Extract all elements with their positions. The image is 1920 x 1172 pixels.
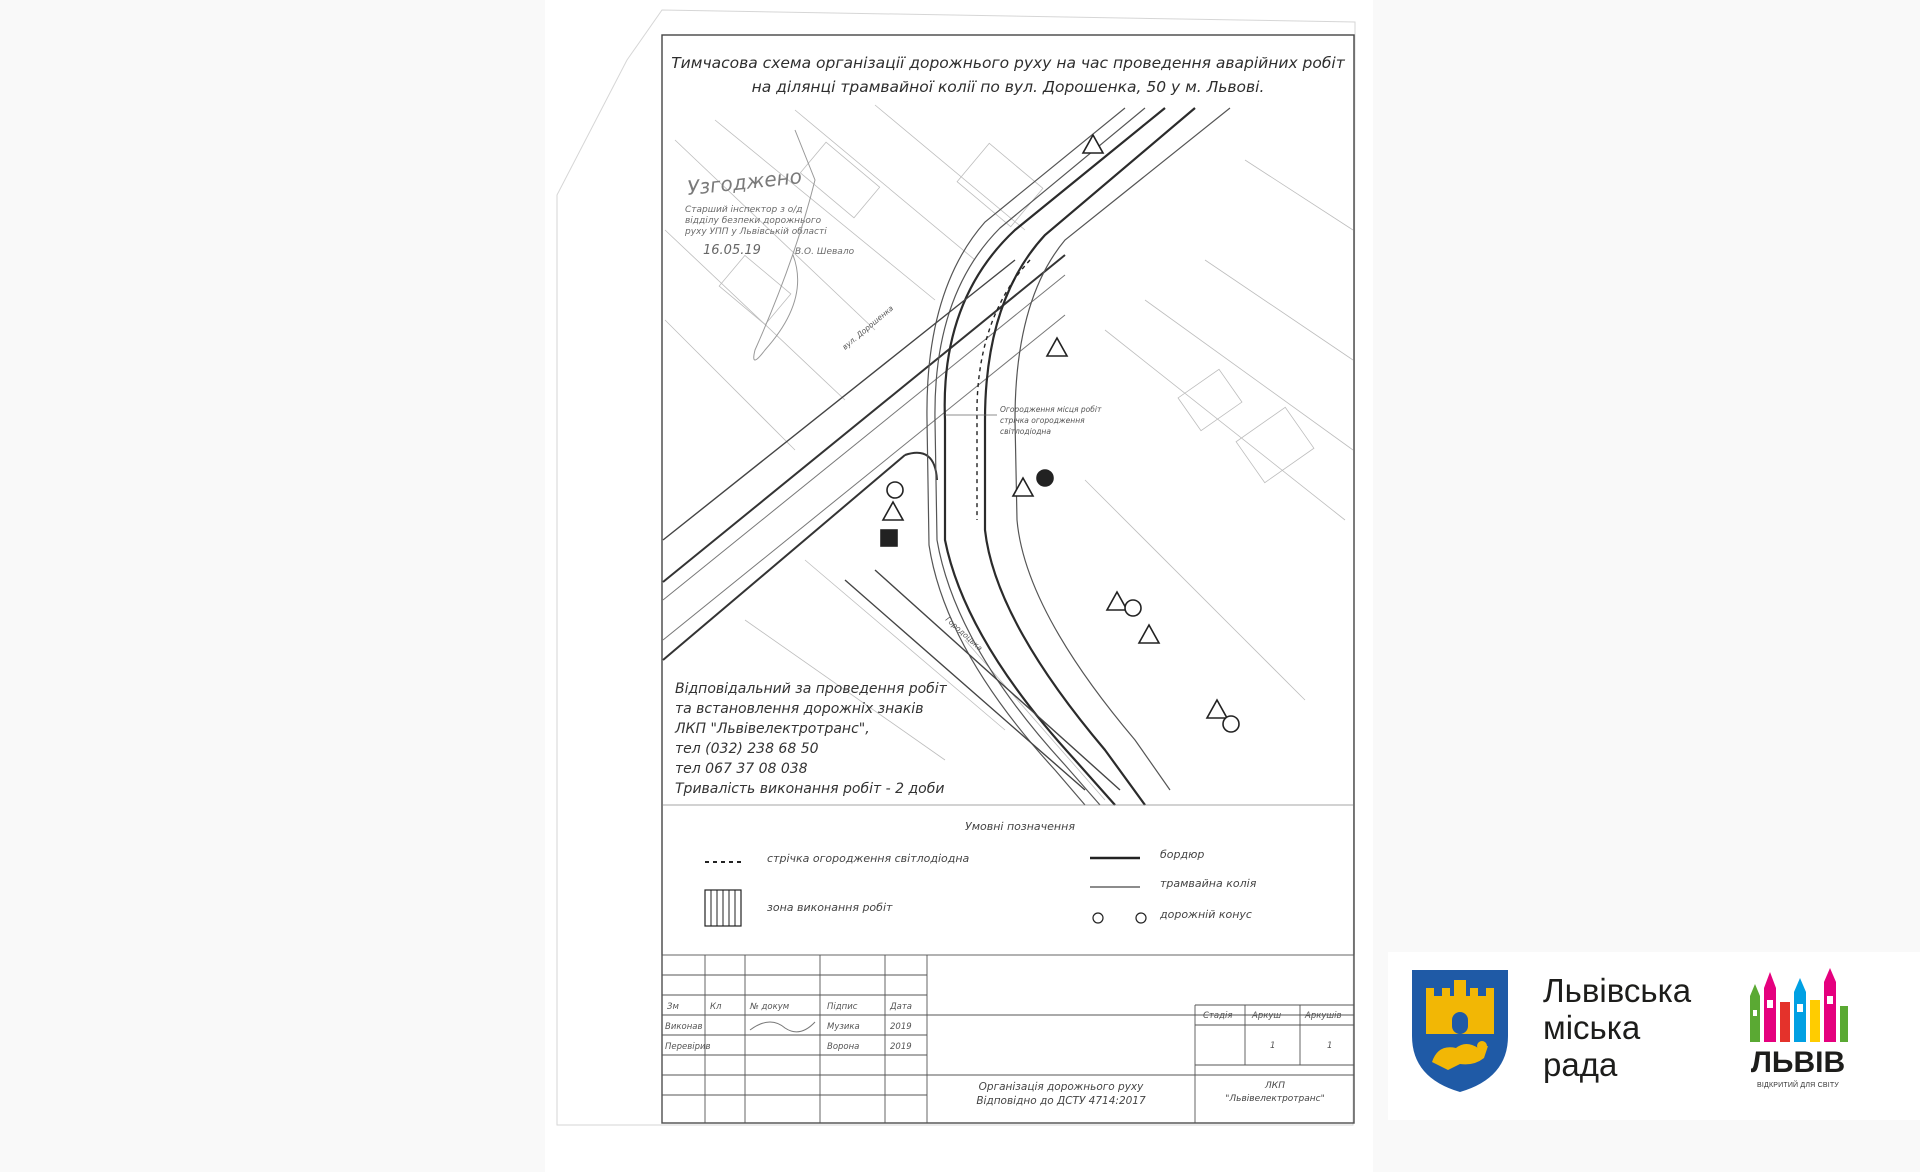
tb-sheet-header: Аркуш [1252,1011,1282,1021]
tb-organization: ЛКП [1265,1081,1285,1091]
approval-name: В.О. Шевало [795,247,855,257]
lviv-coat-of-arms-icon [1408,966,1512,1096]
info-sign-icon [881,530,897,546]
street-label-doroshenka: вул. Дорошенка [840,303,896,352]
legend-title: Умовні позначення [965,820,1075,833]
annotation-led: світлодіодна [1000,427,1051,436]
tb-sheets-value: 1 [1327,1041,1333,1051]
legend-item-cone: дорожній конус [1160,908,1252,921]
tb-header-change: Зм [667,1002,679,1012]
city-brand-name: ЛЬВІВ [1750,1046,1846,1079]
scanned-document-sheet [545,0,1373,1172]
annotation-tape: стрічка огородження [1000,416,1085,425]
tb-stage-header: Стадія [1203,1011,1233,1021]
responsible-duration: Тривалість виконання робіт - 2 доби [675,781,945,797]
tb-sheet-value: 1 [1270,1041,1276,1051]
council-name: Львівська міська рада [1543,972,1692,1083]
tb-executed-label: Виконав [665,1022,703,1032]
approval-line1: Старший інспектор з о/д [685,205,803,215]
responsible-line2: та встановлення дорожніх знаків [675,701,924,717]
tb-checked-name: Ворона [827,1042,860,1052]
tb-header-sheet: Кл [710,1002,722,1012]
prohibition-sign-icon [1037,470,1053,486]
annotation-fencing: Огородження місця робіт [1000,405,1102,414]
tb-executed-year: 2019 [890,1022,912,1032]
approval-signature: Узгоджено [686,164,803,200]
legend-item-work-zone: зона виконання робіт [767,901,893,914]
approval-date: 16.05.19 [703,243,761,258]
tb-description-line1: Організація дорожнього руху [978,1081,1144,1093]
document-title-line2: на ділянці трамвайної колії по вул. Дорошенка, 50 у м. Львові. [751,78,1265,96]
legend-item-tape: стрічка огородження світлодіодна [767,852,970,865]
no-entry-sign-icon [887,482,903,498]
responsible-phone1: тел (032) 238 68 50 [675,741,819,757]
tb-checked-year: 2019 [890,1042,912,1052]
tb-header-date: Дата [890,1002,913,1012]
street-label-horodotska: Городоцька [943,614,985,653]
tb-checked-label: Перевірив [665,1042,711,1052]
city-slogan: ВІДКРИТИЙ ДЛЯ СВІТУ [1757,1082,1839,1089]
responsible-line3: ЛКП "Львівелектротранс", [675,721,870,737]
responsible-phone2: тел 067 37 08 038 [675,761,808,777]
no-entry-sign-icon [1125,600,1141,616]
no-entry-sign-icon [1223,716,1239,732]
tb-sheets-header: Аркушів [1305,1011,1342,1021]
tb-executed-name: Музика [827,1022,860,1032]
tb-organization-line2: "Львівелектротранс" [1225,1094,1325,1104]
tb-header-doc-number: № докум [750,1002,790,1012]
lviv-city-council-branding [1388,952,1920,1120]
approval-line3: руху УПП у Львівській області [685,227,827,237]
traffic-scheme-drawing [545,0,1373,1172]
legend-cone-symbol [1093,913,1103,923]
legend-cone-symbol [1136,913,1146,923]
legend-item-curb: бордюр [1160,848,1205,861]
document-title-line1: Тимчасова схема організації дорожнього руху на час проведення аварійних робіт [671,54,1345,72]
tb-header-signature: Підпис [827,1002,858,1012]
legend-item-tram: трамвайна колія [1160,877,1257,890]
approval-line2: відділу безпеки дорожнього [685,216,822,226]
tb-description-line2: Відповідно до ДСТУ 4714:2017 [976,1095,1146,1107]
responsible-line1: Відповідальний за проведення робіт [675,681,947,697]
